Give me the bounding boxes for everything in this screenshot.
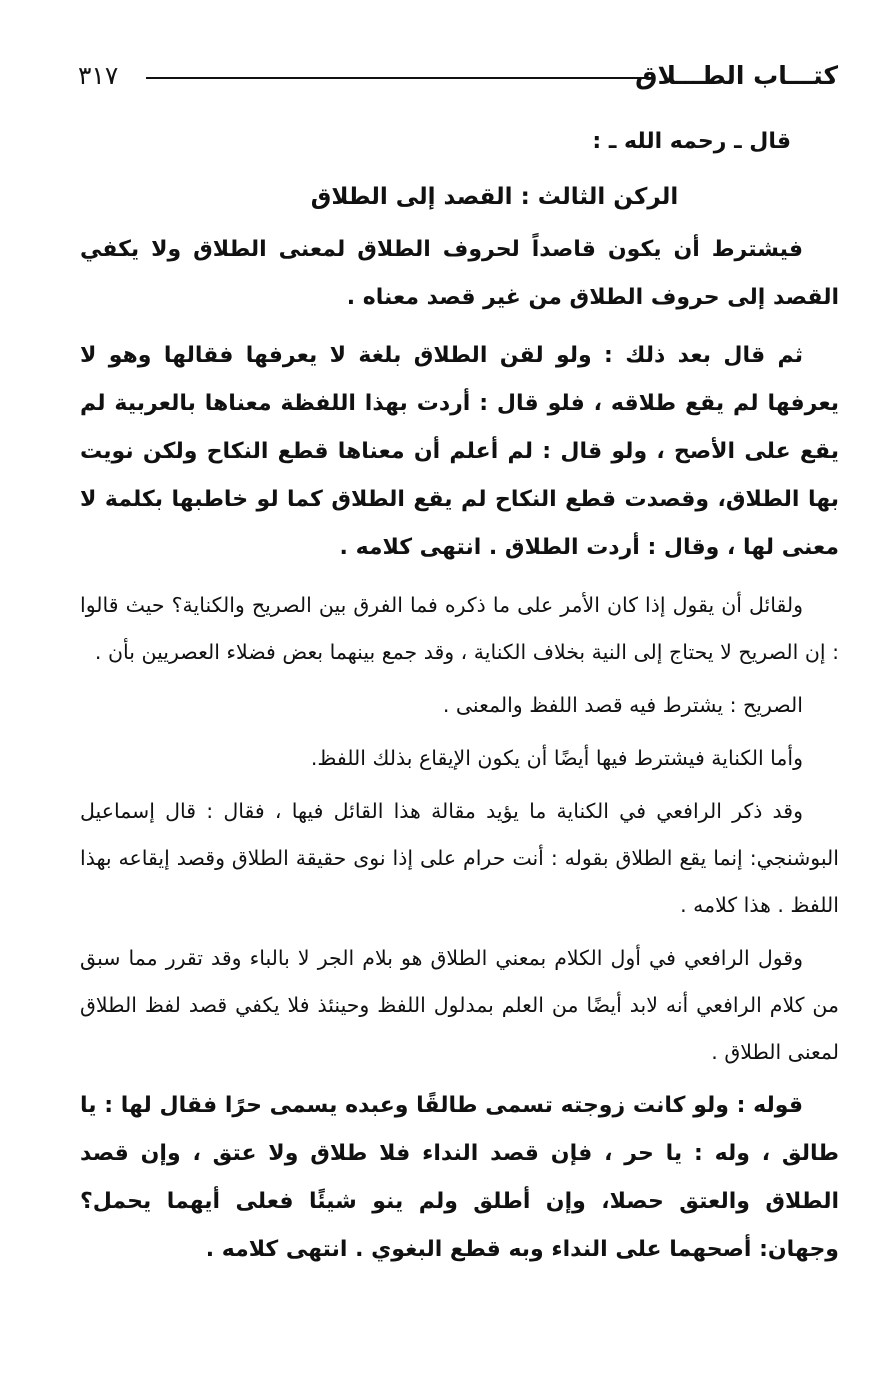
book-title: كتـــاب الطـــلاق — [635, 61, 838, 90]
section-heading: الركن الثالث : القصد إلى الطلاق — [310, 184, 679, 210]
bold-paragraph: ثم قال بعد ذلك : ولو لقن الطلاق بلغة لا يعرفها فقالها وهو لا يعرفها لم يقع طلاقه ، فلو قال : أردت بهذا اللفظة معناها بالعربية لم يقع على الأصح ، ولو قال : لم أعلم أن معناها قطع النكاح ولكن نويت بها الطلاق، وقصدت قطع النكاح لم يقع الطلاق كما لو خاطبها بكلمة لا معنى لها ، وقال : أردت الطلاق . انتهى كلامه . — [80, 343, 839, 560]
commentary-paragraph: ولقائل أن يقول إذا كان الأمر على ما ذكره فما الفرق بين الصريح والكناية؟ حيث قالوا : إن الصريح لا يحتاج إلى النية بخلاف الكناية ، وقد جمع بينهما بعض فضلاء العصريين بأن . — [80, 593, 839, 664]
commentary-paragraph: وأما الكناية فيشترط فيها أيضًا أن يكون الإيقاع بذلك اللفظ. — [310, 746, 803, 770]
intro-line: قال ـ رحمه الله ـ : — [592, 129, 791, 154]
running-header — [78, 58, 838, 98]
page-number: ٣١٧ — [78, 61, 119, 90]
commentary-paragraph: وقول الرافعي في أول الكلام بمعني الطلاق هو بلام الجر لا بالباء وقد تقرر مما سبق من كلام الرافعي أنه لابد أيضًا من العلم بمدلول اللفظ وحينئذ فلا يكفي قصد لفظ الطلاق لمعنى الطلاق . — [80, 946, 839, 1064]
bold-paragraph: فيشترط أن يكون قاصداً لحروف الطلاق لمعنى الطلاق ولا يكفي القصد إلى حروف الطلاق من غير قصد معناه . — [80, 237, 839, 310]
header-rule — [146, 77, 654, 79]
page-body — [80, 118, 839, 1274]
commentary-paragraph: الصريح : يشترط فيه قصد اللفظ والمعنى . — [442, 693, 803, 717]
commentary-paragraph: وقد ذكر الرافعي في الكناية ما يؤيد مقالة هذا القائل فيها ، فقال : قال إسماعيل البوشنجي: إنما يقع الطلاق بقوله : أنت حرام على إذا نوى حقيقة الطلاق وقصد إيقاعه بهذا اللفظ . هذا كلامه . — [80, 799, 839, 917]
bold-paragraph: قوله : ولو كانت زوجته تسمى طالقًا وعبده يسمى حرًا فقال لها : يا طالق ، وله : يا حر ، فإن قصد النداء فلا طلاق ولا عتق ، وإن قصد الطلاق والعتق حصلا، وإن أطلق ولم ينو شيئًا فعلى أيهما يحمل؟ وجهان: أصحهما على النداء وبه قطع البغوي . انتهى كلامه . — [80, 1093, 839, 1262]
